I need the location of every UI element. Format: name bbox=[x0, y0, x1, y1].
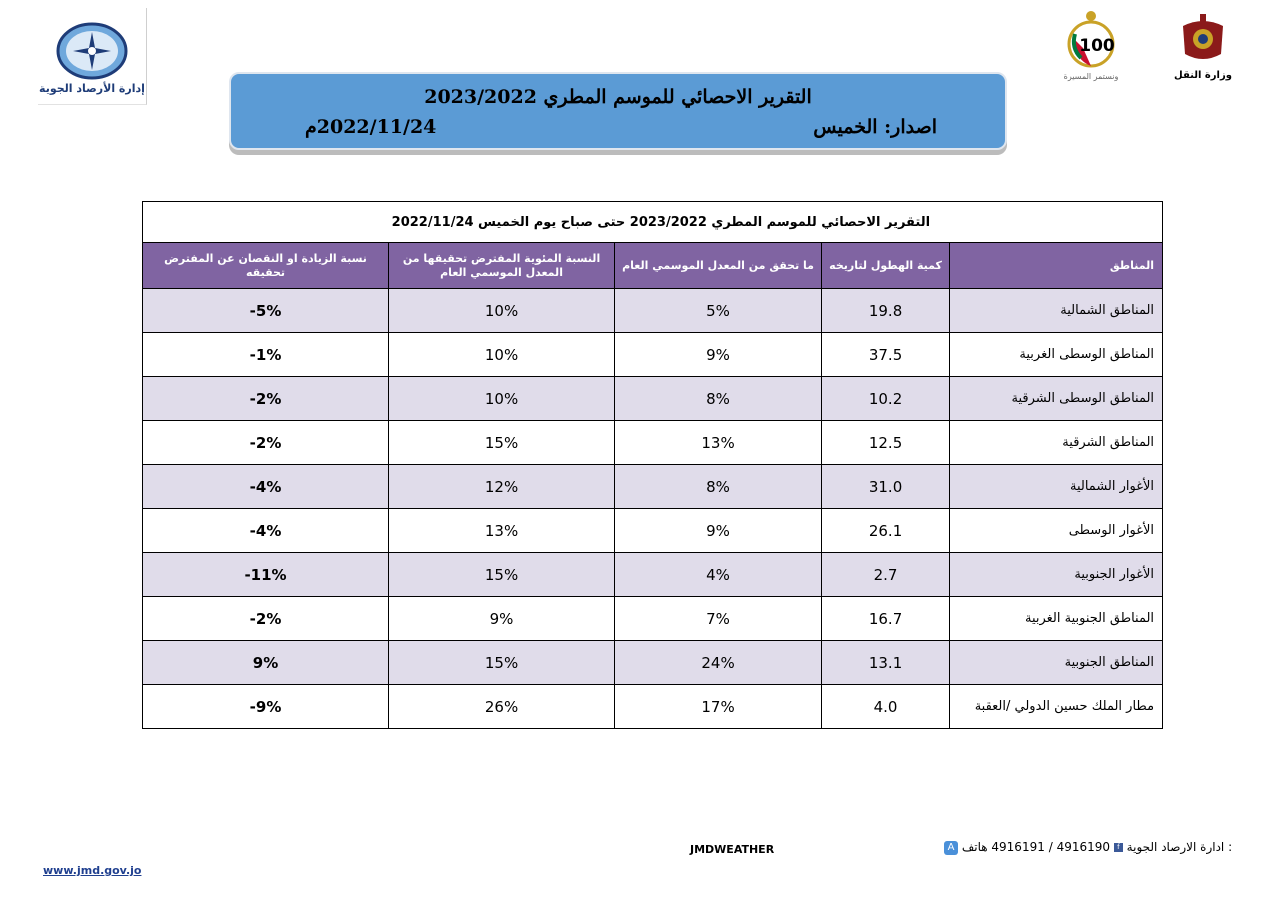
footer-contact bbox=[944, 840, 1232, 855]
column-header-difference: نسبة الزيادة او النقصان عن المفترض تحقيقه bbox=[143, 243, 389, 289]
phone-number-2: 4916190 bbox=[1056, 840, 1111, 854]
expected-cell: 26% bbox=[389, 685, 615, 729]
phone-label: هاتف : bbox=[961, 840, 1233, 854]
report-banner bbox=[229, 72, 1007, 150]
rainfall-statistics-table bbox=[142, 201, 1163, 729]
achieved-cell: 8% bbox=[615, 465, 822, 509]
difference-cell: -2% bbox=[143, 597, 389, 641]
expected-cell: 15% bbox=[389, 421, 615, 465]
ministry-logo-text: وزارة النقل bbox=[1174, 70, 1232, 81]
difference-cell: 9% bbox=[143, 641, 389, 685]
region-cell: المناطق الشرقية bbox=[950, 421, 1163, 465]
table-row bbox=[143, 289, 1163, 333]
achieved-cell: 5% bbox=[615, 289, 822, 333]
expected-cell: 10% bbox=[389, 377, 615, 421]
difference-cell: -5% bbox=[143, 289, 389, 333]
region-cell: المناطق الشمالية bbox=[950, 289, 1163, 333]
region-cell: المناطق الجنوبية الغربية bbox=[950, 597, 1163, 641]
jordan-crest-icon bbox=[1177, 14, 1229, 64]
achieved-cell: 7% bbox=[615, 597, 822, 641]
banner-issue-date: 2022/11/24م bbox=[305, 116, 437, 138]
table-header-row bbox=[143, 243, 1163, 289]
footer-brand: JMDWEATHER bbox=[690, 843, 775, 856]
expected-cell: 9% bbox=[389, 597, 615, 641]
table-title: التقرير الاحصائي للموسم المطري 2023/2022 حتى صباح يوم الخميس 2022/11/24 bbox=[143, 202, 1163, 243]
rainfall-cell: 4.0 bbox=[822, 685, 950, 729]
expected-cell: 15% bbox=[389, 641, 615, 685]
difference-cell: -4% bbox=[143, 509, 389, 553]
banner-title: التقرير الاحصائي للموسم المطري 2023/2022 bbox=[424, 86, 812, 108]
jmd-logo-text: إدارة الأرصاد الجوية bbox=[39, 82, 145, 95]
phone-number-1: 4916191 bbox=[991, 840, 1045, 854]
region-cell: مطار الملك حسين الدولي /العقبة bbox=[950, 685, 1163, 729]
centennial-emblem-icon bbox=[1061, 8, 1121, 68]
rainfall-cell: 12.5 bbox=[822, 421, 950, 465]
table-row bbox=[143, 377, 1163, 421]
difference-cell: -9% bbox=[143, 685, 389, 729]
column-header-rainfall: كمية الهطول لتاريخه bbox=[822, 243, 950, 289]
app-store-icon[interactable]: A bbox=[944, 841, 958, 855]
table-row bbox=[143, 553, 1163, 597]
expected-cell: 10% bbox=[389, 333, 615, 377]
rainfall-cell: 19.8 bbox=[822, 289, 950, 333]
rainfall-cell: 37.5 bbox=[822, 333, 950, 377]
rainfall-cell: 31.0 bbox=[822, 465, 950, 509]
achieved-cell: 17% bbox=[615, 685, 822, 729]
phone-separator: / bbox=[1048, 840, 1053, 854]
ministry-logo bbox=[1168, 14, 1238, 86]
banner-issue-day: اصدار: الخميس bbox=[813, 116, 937, 138]
difference-cell: -1% bbox=[143, 333, 389, 377]
column-header-expected: النسبة المئوية المفترض تحقيقها من المعدل الموسمي العام bbox=[389, 243, 615, 289]
achieved-cell: 8% bbox=[615, 377, 822, 421]
achieved-cell: 9% bbox=[615, 509, 822, 553]
rainfall-cell: 10.2 bbox=[822, 377, 950, 421]
achieved-cell: 9% bbox=[615, 333, 822, 377]
website-link[interactable]: www.jmd.gov.jo bbox=[43, 864, 142, 877]
achieved-cell: 4% bbox=[615, 553, 822, 597]
achieved-cell: 24% bbox=[615, 641, 822, 685]
region-cell: الأغوار الجنوبية bbox=[950, 553, 1163, 597]
expected-cell: 10% bbox=[389, 289, 615, 333]
rainfall-cell: 2.7 bbox=[822, 553, 950, 597]
difference-cell: -4% bbox=[143, 465, 389, 509]
difference-cell: -2% bbox=[143, 421, 389, 465]
rainfall-cell: 13.1 bbox=[822, 641, 950, 685]
expected-cell: 13% bbox=[389, 509, 615, 553]
difference-cell: -11% bbox=[143, 553, 389, 597]
centennial-number: 100 bbox=[1079, 36, 1115, 56]
table-row bbox=[143, 597, 1163, 641]
region-cell: الأغوار الشمالية bbox=[950, 465, 1163, 509]
table-row bbox=[143, 465, 1163, 509]
jmd-emblem-icon bbox=[55, 22, 129, 80]
region-cell: المناطق الوسطى الشرقية bbox=[950, 377, 1163, 421]
table-row bbox=[143, 333, 1163, 377]
expected-cell: 15% bbox=[389, 553, 615, 597]
centennial-slogan: ونستمر المسيرة bbox=[1063, 72, 1119, 81]
contact-page-name[interactable]: ادارة الارصاد الجوية bbox=[1126, 840, 1225, 854]
centennial-logo bbox=[1056, 8, 1126, 88]
column-header-region: المناطق bbox=[950, 243, 1163, 289]
facebook-icon[interactable]: f bbox=[1114, 843, 1123, 852]
table-row bbox=[143, 641, 1163, 685]
table-row bbox=[143, 685, 1163, 729]
rainfall-cell: 16.7 bbox=[822, 597, 950, 641]
expected-cell: 12% bbox=[389, 465, 615, 509]
rainfall-cell: 26.1 bbox=[822, 509, 950, 553]
table-row bbox=[143, 421, 1163, 465]
region-cell: الأغوار الوسطى bbox=[950, 509, 1163, 553]
region-cell: المناطق الوسطى الغربية bbox=[950, 333, 1163, 377]
column-header-achieved: ما تحقق من المعدل الموسمي العام bbox=[615, 243, 822, 289]
table-row bbox=[143, 509, 1163, 553]
region-cell: المناطق الجنوبية bbox=[950, 641, 1163, 685]
jmd-logo bbox=[38, 8, 147, 105]
difference-cell: -2% bbox=[143, 377, 389, 421]
achieved-cell: 13% bbox=[615, 421, 822, 465]
